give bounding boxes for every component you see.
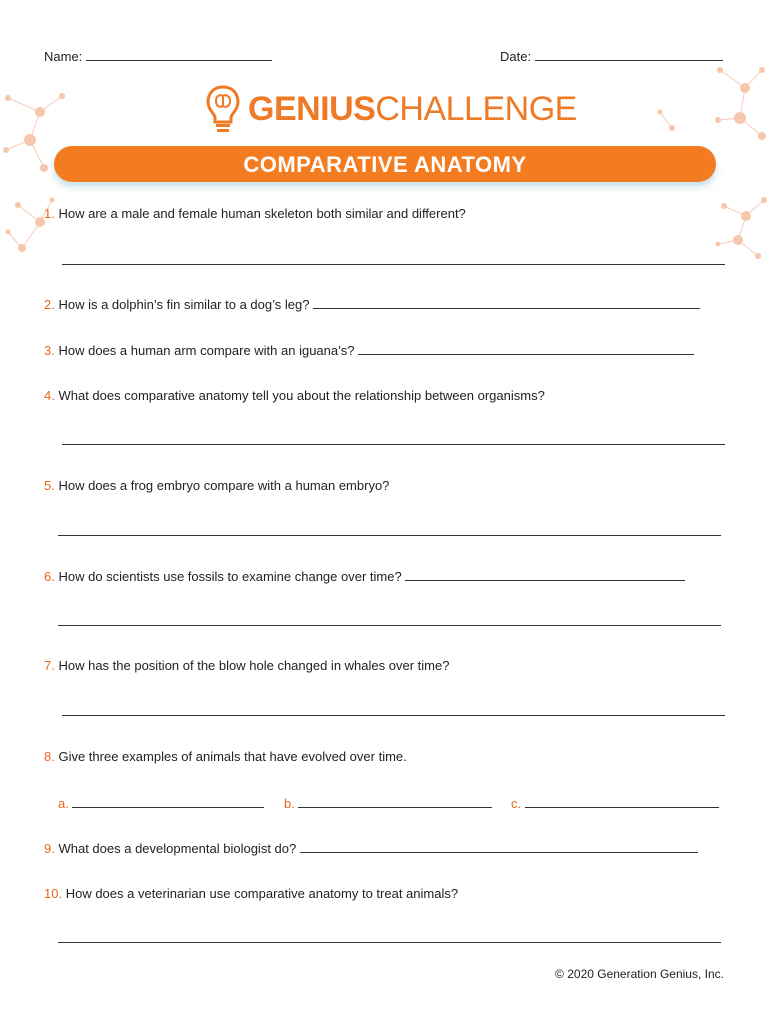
title-banner	[54, 146, 716, 182]
question-text: What does comparative anatomy tell you about the relationship between organisms?	[58, 388, 545, 403]
answer-c-label: c.	[511, 796, 522, 811]
question-number: 4.	[44, 388, 55, 403]
question-text: How does a veterinarian use comparative anatomy to treat animals?	[65, 886, 459, 901]
date-line	[535, 48, 723, 61]
question-number: 2.	[44, 297, 55, 312]
question-text: How are a male and female human skeleton both similar and different?	[58, 206, 466, 221]
question-4	[44, 388, 545, 404]
logo-word-bold: GENIUS	[248, 90, 376, 128]
answer-line[interactable]	[313, 296, 700, 309]
question-8	[44, 749, 407, 765]
logo-wordmark	[248, 90, 577, 129]
answer-line[interactable]	[358, 342, 694, 355]
answer-line[interactable]	[58, 942, 721, 943]
question-text: How does a frog embryo compare with a human embryo?	[58, 478, 390, 493]
answer-line[interactable]	[62, 264, 725, 265]
answer-line[interactable]	[62, 444, 725, 445]
name-line	[86, 48, 272, 61]
answer-c[interactable]	[511, 795, 719, 812]
logo-word-light: CHALLENGE	[375, 90, 577, 128]
question-number: 1.	[44, 206, 55, 221]
question-text: What does a developmental biologist do?	[58, 841, 297, 856]
page-title: COMPARATIVE ANATOMY	[243, 152, 527, 177]
date-field[interactable]	[500, 48, 723, 65]
molecule-decoration	[0, 0, 770, 280]
answer-b[interactable]	[284, 795, 492, 812]
answer-line[interactable]	[300, 840, 698, 853]
question-6	[44, 568, 685, 585]
question-number: 5.	[44, 478, 55, 493]
answer-line[interactable]	[72, 795, 264, 808]
question-number: 8.	[44, 749, 55, 764]
question-number: 3.	[44, 343, 55, 358]
answer-a-label: a.	[58, 796, 69, 811]
answer-a[interactable]	[58, 795, 264, 812]
name-label: Name:	[44, 49, 83, 64]
question-10	[44, 886, 458, 902]
question-2	[44, 296, 700, 313]
question-number: 10.	[44, 886, 63, 901]
date-label: Date:	[500, 49, 532, 64]
question-1	[44, 206, 466, 222]
question-number: 7.	[44, 658, 55, 673]
name-field[interactable]	[44, 48, 272, 65]
answer-b-label: b.	[284, 796, 295, 811]
question-text: How is a dolphin’s fin similar to a dog’s leg?	[58, 297, 310, 312]
answer-line[interactable]	[58, 625, 721, 626]
answer-line[interactable]	[62, 715, 725, 716]
question-text: How has the position of the blow hole changed in whales over time?	[58, 658, 450, 673]
lightbulb-brain-icon	[205, 84, 241, 136]
copyright-footer: © 2020 Generation Genius, Inc.	[555, 967, 724, 981]
answer-line[interactable]	[298, 795, 492, 808]
question-number: 9.	[44, 841, 55, 856]
question-3	[44, 342, 694, 359]
question-number: 6.	[44, 569, 55, 584]
question-text: How does a human arm compare with an iguana’s?	[58, 343, 355, 358]
answer-line[interactable]	[58, 535, 721, 536]
question-7	[44, 658, 449, 674]
question-text: How do scientists use fossils to examine change over time?	[58, 569, 402, 584]
question-5	[44, 478, 389, 494]
question-text: Give three examples of animals that have evolved over time.	[58, 749, 407, 764]
question-9	[44, 840, 698, 857]
answer-line[interactable]	[525, 795, 719, 808]
answer-line[interactable]	[405, 568, 685, 581]
